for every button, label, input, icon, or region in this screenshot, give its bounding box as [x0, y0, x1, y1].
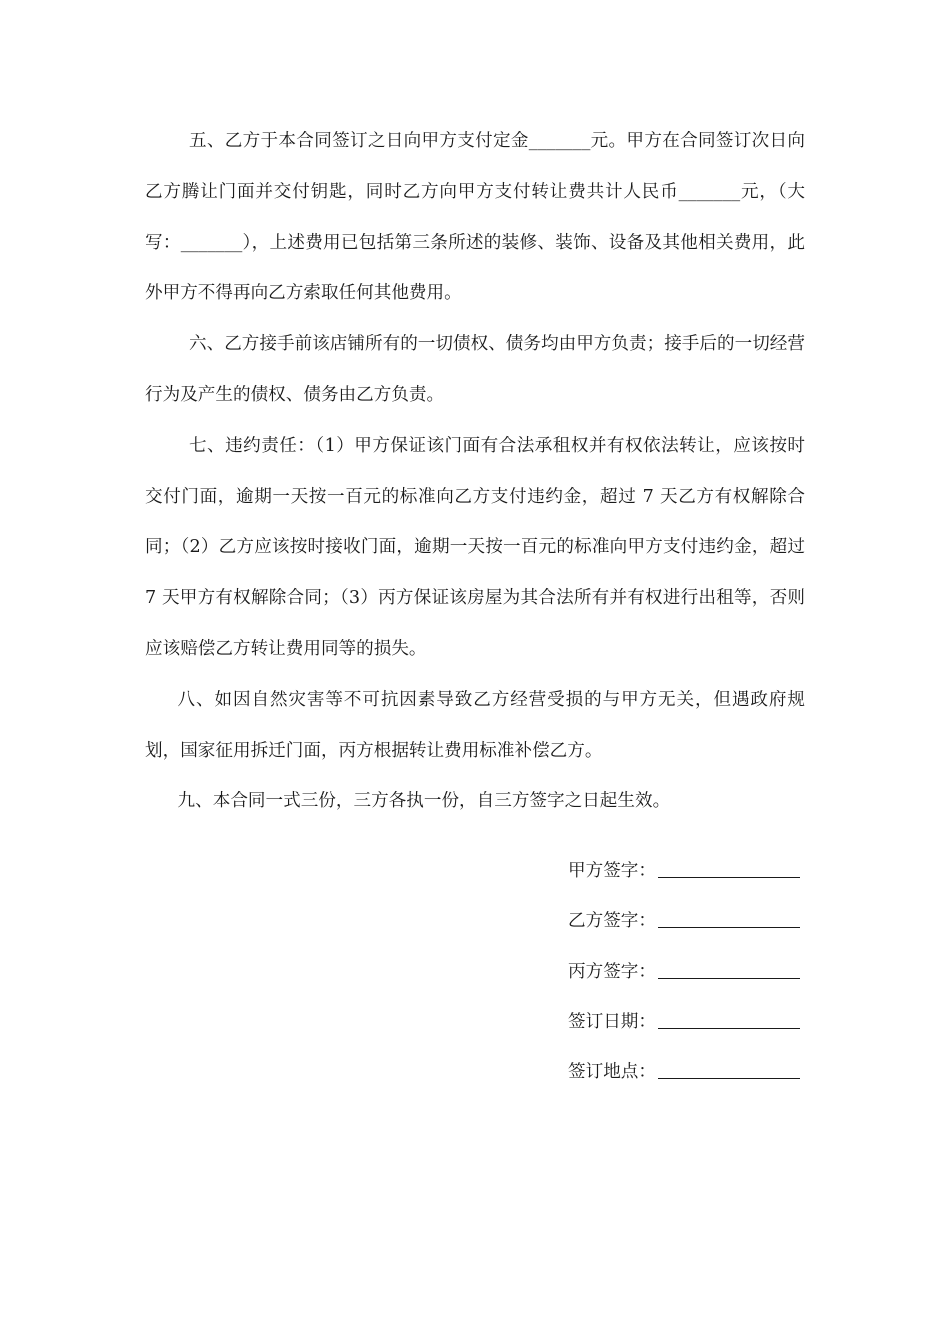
sign-date-label: 签订日期：: [568, 1011, 656, 1032]
clause-7-paragraph: 七、违约责任：（1）甲方保证该门面有合法承租权并有权依法转让，应该按时交付门面，逾期一天按一百元的标准向乙方支付违约金，超过 7 天乙方有权解除合同；（2）乙方应该按时接收门面，逾期一天按一百元的标准向甲方支付违约金，超过 7 天甲方有权解除合同；（3）丙方保证该房屋为其合法所有并有权进行出租等，否则应该赔偿乙方转让费用同等的损失。: [145, 435, 805, 659]
party-a-signature-row: [568, 832, 808, 882]
party-b-signature-row: [568, 882, 808, 932]
party-b-signature-line[interactable]: [658, 926, 800, 928]
sign-place-line[interactable]: [658, 1077, 800, 1079]
clause-9-paragraph: 九、本合同一式三份，三方各执一份，自三方签字之日起生效。: [177, 791, 671, 812]
clause-6-paragraph: 六、乙方接手前该店铺所有的一切债权、债务均由甲方负责；接手后的一切经营行为及产生的债权、债务由乙方负责。: [145, 334, 805, 405]
party-b-signature-label: 乙方签字：: [568, 911, 656, 932]
sign-place-label: 签订地点：: [568, 1061, 656, 1082]
contract-body: [145, 116, 805, 827]
party-c-signature-label: 丙方签字：: [568, 961, 656, 982]
party-a-signature-label: 甲方签字：: [568, 861, 656, 882]
party-c-signature-line[interactable]: [658, 977, 800, 979]
party-c-signature-row: [568, 932, 808, 982]
sign-date-row: [568, 983, 808, 1033]
party-a-signature-line[interactable]: [658, 876, 800, 878]
signature-block: [568, 832, 808, 1083]
clause-8-paragraph: 八、如因自然灾害等不可抗因素导致乙方经营受损的与甲方无关，但遇政府规划，国家征用拆迁门面，丙方根据转让费用标准补偿乙方。: [145, 689, 805, 761]
clause-5-paragraph: 五、乙方于本合同签订之日向甲方支付定金_______元。甲方在合同签订次日向乙方腾让门面并交付钥匙，同时乙方向甲方支付转让费共计人民币_______元，（大写：_______），上述费用已包括第三条所述的装修、装饰、设备及其他相关费用，此外甲方不得再向乙方索取任何其他费用。: [145, 131, 805, 304]
sign-date-line[interactable]: [658, 1027, 800, 1029]
sign-place-row: [568, 1033, 808, 1083]
